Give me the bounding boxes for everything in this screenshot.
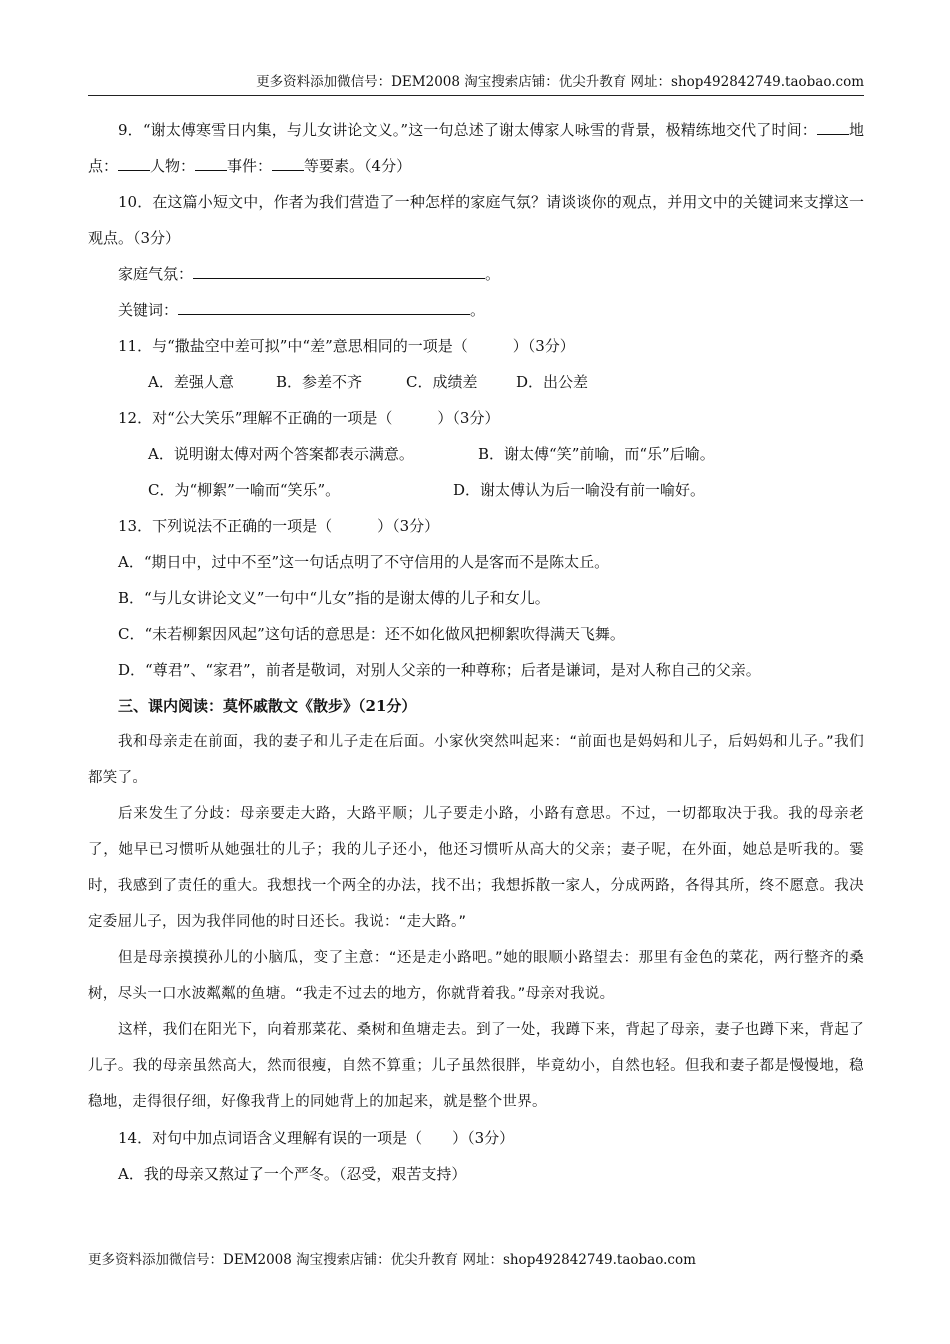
answer-blank-people[interactable] — [195, 155, 227, 171]
question-11-options — [88, 364, 864, 400]
answer-blank-place[interactable] — [118, 155, 150, 171]
question-12-options-ab — [88, 436, 864, 472]
passage-paragraph: 后来发生了分歧：母亲要走大路，大路平顺；儿子要走小路，小路有意思。不过，一切都取决于我。我的母亲老了，她早已习惯听从她强壮的儿子；我的儿子还小，他还习惯听从高大的父亲；妻子呢，在外面，她总是听我的。霎时，我感到了责任的重大。我想找一个两全的办法，找不出；我想拆散一家人，分成两路，各得其所，终不愿意。我决定委屈儿子，因为我伴同他的时日还长。我说：“走大路。” — [88, 806, 864, 930]
question-14: 14．对句中加点词语含义理解有误的一项是（ ）（3分） — [118, 1129, 515, 1147]
option-d[interactable]: D．出公差 — [516, 373, 589, 391]
option-b[interactable]: B．谢太傅“笑”前喻，而“乐”后喻。 — [478, 445, 715, 463]
question-12-options-cd — [88, 472, 864, 508]
section-title: 三、课内阅读：莫怀戚散文《散步》（21分） — [118, 697, 417, 715]
answer-blank-atmosphere[interactable] — [193, 263, 485, 279]
option-c[interactable]: C．“未若柳絮因风起”这句话的意思是：还不如化做风把柳絮吹得满天飞舞。 — [118, 625, 625, 643]
page-header: 更多资料添加微信号：DEM2008 淘宝搜索店铺：优尖升教育 网址：shop492842749.taobao.com — [88, 70, 864, 96]
answer-blank-keywords[interactable] — [178, 299, 470, 315]
option-a[interactable]: A．说明谢太傅对两个答案都表示满意。 — [148, 445, 414, 463]
option-b[interactable]: B．“与儿女讲论文义”一句中“儿女”指的是谢太傅的儿子和女儿。 — [118, 589, 550, 607]
question-12: 12．对“公大笑乐”理解不正确的一项是（ ）（3分） — [118, 409, 500, 427]
question-10-keywords: 关键词： 。 — [118, 301, 486, 319]
answer-blank-event[interactable] — [272, 155, 304, 171]
document-body — [88, 112, 864, 1192]
question-10: 10．在这篇小短文中，作者为我们营造了一种怎样的家庭气氛？请谈谈你的观点，并用文中的关键词来支撑这一观点。（3分） — [88, 193, 864, 247]
option-a[interactable]: A．“期日中，过中不至”这一句话点明了不守信用的人是客而不是陈太丘。 — [118, 553, 610, 571]
passage-paragraph: 这样，我们在阳光下，向着那菜花、桑树和鱼塘走去。到了一处，我蹲下来，背起了母亲，妻子也蹲下来，背起了儿子。我的母亲虽然高大，然而很瘦，自然不算重；儿子虽然很胖，毕竟幼小，自然也轻。但我和妻子都是慢慢地，稳稳地，走得很仔细，好像我背上的同她背上的加起来，就是整个世界。 — [88, 1022, 864, 1110]
question-11: 11．与“撒盐空中差可拟”中“差”意思相同的一项是（ ）（3分） — [118, 337, 575, 355]
answer-blank-time[interactable] — [817, 119, 849, 135]
option-b[interactable]: B．参差不齐 — [276, 373, 363, 391]
question-9: 9．“谢太傅寒雪日内集，与儿女讲论文义。”这一句总述了谢太傅家人咏雪的背景，极精练地交代了时间： 地点： 人物： 事件： 等要素。（4分） — [88, 121, 864, 175]
page-footer: 更多资料添加微信号：DEM2008 淘宝搜索店铺：优尖升教育 网址：shop492842749.taobao.com — [88, 1252, 696, 1268]
dotted-char: 过 . — [234, 1165, 249, 1183]
option-c[interactable]: C．成绩差 — [406, 373, 478, 391]
option-a[interactable]: A．差强人意 — [148, 373, 234, 391]
option-d[interactable]: D．谢太傅认为后一喻没有前一喻好。 — [453, 481, 706, 499]
question-14-option-a[interactable]: A．我的母亲又熬 .过 .了一个严冬。（忍受，艰苦支持） — [88, 1156, 864, 1192]
passage-paragraph: 我和母亲走在前面，我的妻子和儿子走在后面。小家伙突然叫起来：“前面也是妈妈和儿子，后妈妈和儿子。”我们都笑了。 — [88, 734, 864, 786]
option-d[interactable]: D．“尊君”、“家君”，前者是敬词，对别人父亲的一种尊称；后者是谦词，是对人称自己的父亲。 — [118, 661, 761, 679]
question-10-atmosphere: 家庭气氛： 。 — [118, 265, 501, 283]
passage-paragraph: 但是母亲摸摸孙儿的小脑瓜，变了主意：“还是走小路吧。”她的眼顺小路望去：那里有金色的菜花，两行整齐的桑树，尽头一口水波粼粼的鱼塘。“我走不过去的地方，你就背着我。”母亲对我说。 — [88, 950, 864, 1002]
option-c[interactable]: C．为“柳絮”一喻而“笑乐”。 — [148, 481, 341, 499]
question-13: 13．下列说法不正确的一项是（ ）（3分） — [118, 517, 440, 535]
dotted-char: 熬 . — [219, 1165, 234, 1183]
